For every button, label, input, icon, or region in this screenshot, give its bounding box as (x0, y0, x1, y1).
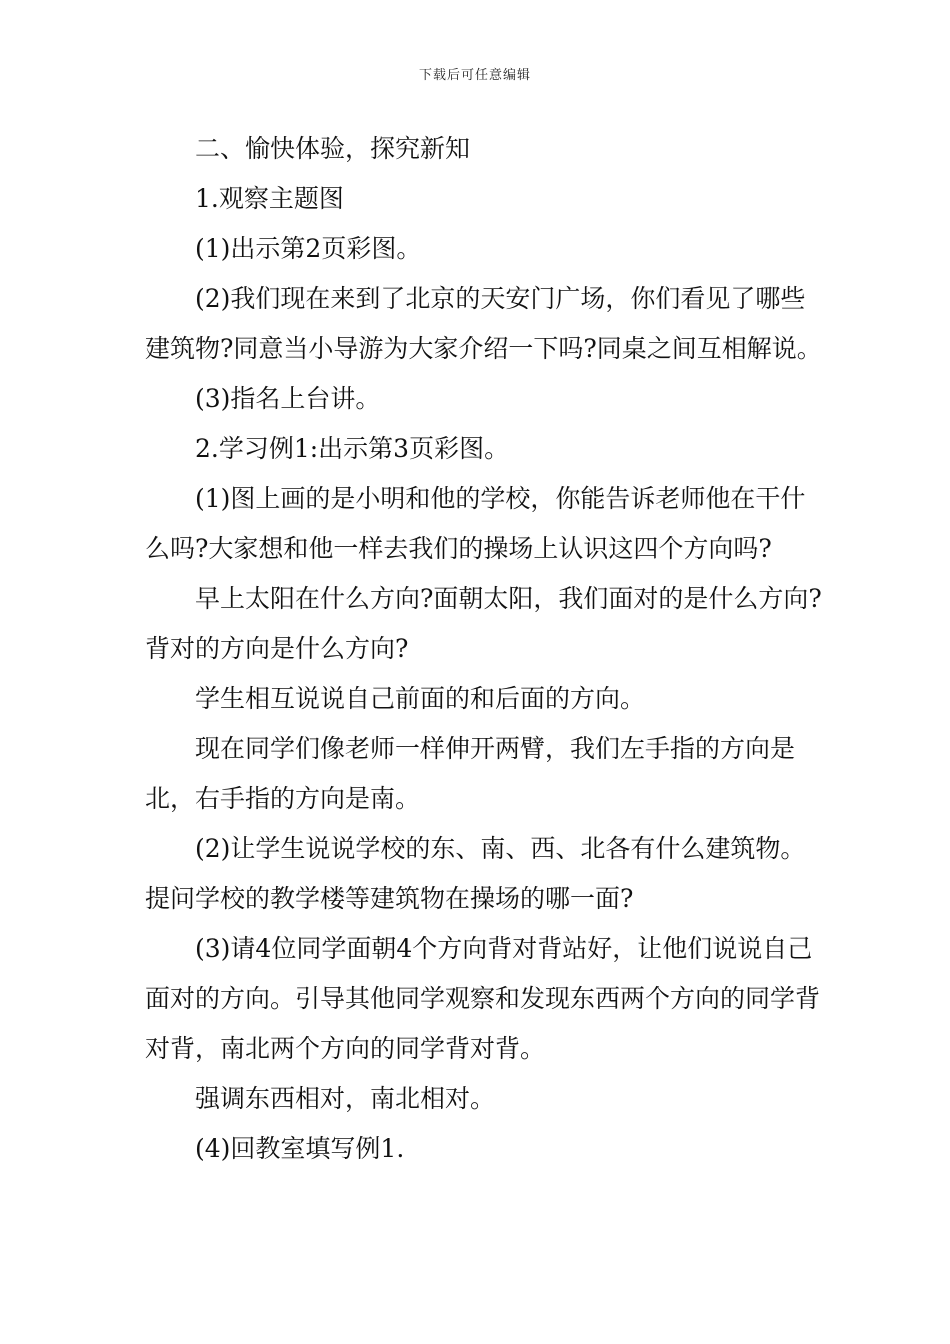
section-heading: 二、愉快体验，探究新知 (195, 134, 471, 163)
document-body (145, 124, 825, 1174)
paragraph: 现在同学们像老师一样伸开两臂，我们左手指的方向是北，右手指的方向是南。 (145, 734, 796, 813)
subheading-observe-theme: 1.观察主题图 (195, 184, 344, 213)
paragraph: (3)请4位同学面朝4个方向背对背站好，让他们说说自己面对的方向。引导其他同学观察和发现东西两个方向的同学背对背，南北两个方向的同学背对背。 (145, 934, 821, 1063)
paragraph: (3)指名上台讲。 (195, 384, 381, 413)
page-header: 下载后可任意编辑 (418, 68, 531, 83)
subheading-example-1: 2.学习例1:出示第3页彩图。 (195, 434, 510, 463)
paragraph: (2)让学生说说学校的东、南、西、北各有什么建筑物。提问学校的教学楼等建筑物在操场的哪一面? (145, 834, 806, 913)
paragraph: 强调东西相对，南北相对。 (195, 1084, 496, 1113)
paragraph: (1)出示第2页彩图。 (195, 234, 422, 263)
paragraph: (4)回教室填写例1. (195, 1134, 405, 1163)
paragraph: 学生相互说说自己前面的和后面的方向。 (195, 684, 646, 713)
paragraph: (2)我们现在来到了北京的天安门广场，你们看见了哪些建筑物?同意当小导游为大家介绍一下吗?同桌之间互相解说。 (145, 284, 822, 363)
paragraph: 早上太阳在什么方向?面朝太阳，我们面对的是什么方向?背对的方向是什么方向? (145, 584, 822, 663)
paragraph: (1)图上画的是小明和他的学校，你能告诉老师他在干什么吗?大家想和他一样去我们的操场上认识这四个方向吗? (145, 484, 806, 563)
